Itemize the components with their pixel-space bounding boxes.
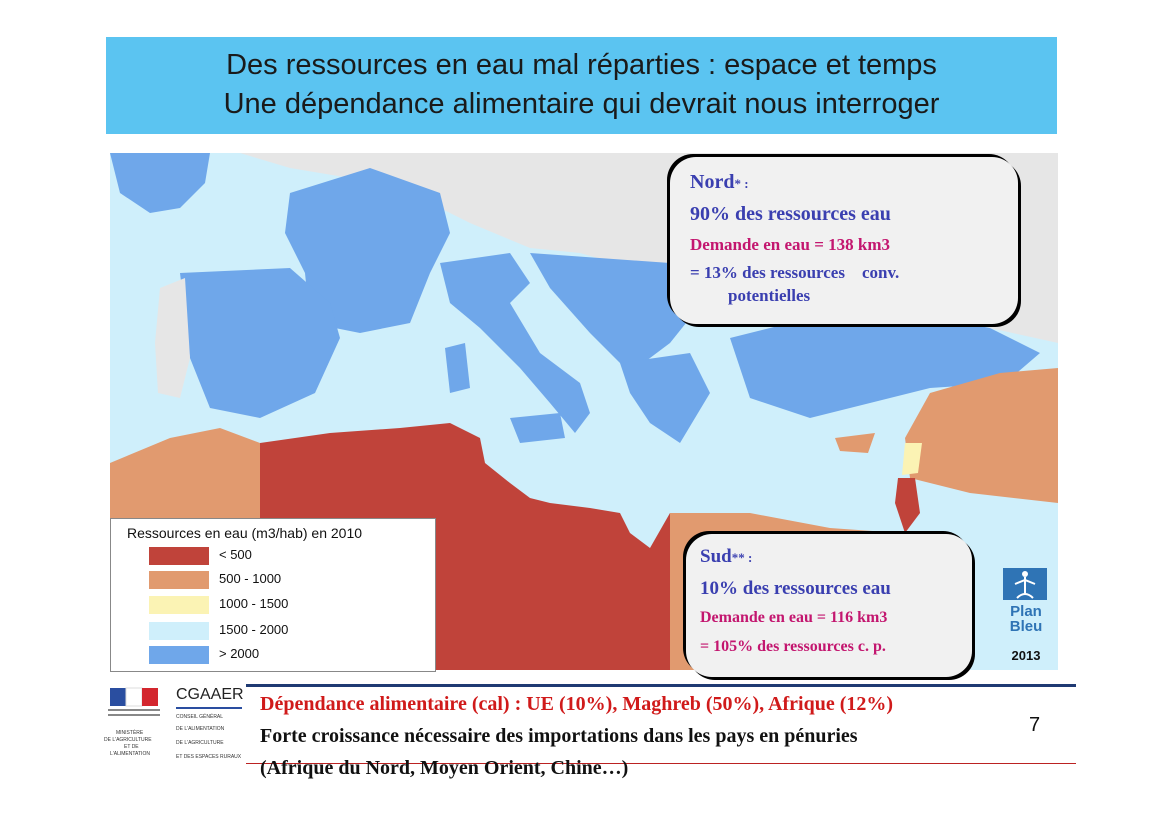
nord-heading: Nord* : xyxy=(690,171,749,193)
cgaaer-wordmark: CGAAER xyxy=(176,686,244,703)
plan-bleu-emblem xyxy=(1003,568,1047,600)
footer-dependance: Dépendance alimentaire (cal) : UE (10%), Maghreb (50%), Afrique (12%) xyxy=(260,693,894,715)
legend-label-lt500: < 500 xyxy=(219,547,252,562)
sud-share: 10% des ressources eau xyxy=(700,578,891,599)
title-band xyxy=(106,37,1057,134)
cgaaer-sub-2: DE L'ALIMENTATION xyxy=(176,726,225,732)
footer-croissance: Forte croissance nécessaire des importations dans les pays en pénuries xyxy=(260,725,858,747)
nord-demand: Demande en eau = 138 km3 xyxy=(690,235,890,254)
plan-bleu-year: 2013 xyxy=(1011,648,1041,663)
nord-potentielles: potentielles xyxy=(728,286,811,305)
cgaaer-sub-4: ET DES ESPACES RURAUX xyxy=(176,754,242,760)
legend-swatch-1000-1500 xyxy=(149,596,209,614)
legend-swatch-1500-2000 xyxy=(149,622,209,640)
ministere-line-1: MINISTÈRE xyxy=(116,730,144,736)
cgaaer-logo xyxy=(172,686,244,766)
cgaaer-sub-1: CONSEIL GÉNÉRAL xyxy=(176,714,224,720)
plan-bleu-word-2: Bleu xyxy=(1009,618,1043,635)
slide-title-line-1: Des ressources en eau mal réparties : espace et temps xyxy=(226,49,937,81)
nord-percent: = 13% des ressources conv. xyxy=(690,263,900,282)
page-number: 7 xyxy=(1029,714,1041,736)
footer-rule-top xyxy=(246,684,1076,687)
sud-demand: Demande en eau = 116 km3 xyxy=(700,609,888,626)
nord-callout xyxy=(670,157,1018,324)
cgaaer-sub-3: DE L'AGRICULTURE xyxy=(176,740,224,746)
legend-swatch-lt500 xyxy=(149,547,209,565)
legend-label-500-1000: 500 - 1000 xyxy=(219,571,282,586)
sud-heading: Sud** : xyxy=(700,546,753,567)
legend-label-1500-2000: 1500 - 2000 xyxy=(219,622,289,637)
slide-title-line-2: Une dépendance alimentaire qui devrait nous interroger xyxy=(223,88,940,120)
nord-share: 90% des ressources eau xyxy=(690,203,891,225)
legend-swatch-gt2000 xyxy=(149,646,209,664)
land-sicily xyxy=(510,413,565,443)
map-legend xyxy=(110,518,436,672)
ministere-line-3: ET DE xyxy=(124,744,139,750)
legend-label-1000-1500: 1000 - 1500 xyxy=(219,596,289,611)
legend-label-gt2000: > 2000 xyxy=(219,646,260,661)
ministere-logo xyxy=(100,686,168,766)
marianne-icon xyxy=(100,686,168,722)
legend-swatch-500-1000 xyxy=(149,571,209,589)
plan-bleu-word-1: Plan xyxy=(1010,603,1042,620)
plan-bleu-logo xyxy=(1003,568,1049,668)
footer-regions: (Afrique du Nord, Moyen Orient, Chine…) xyxy=(260,757,629,779)
ministere-line-2: DE L'AGRICULTURE xyxy=(104,737,152,743)
ministere-line-4: L'ALIMENTATION xyxy=(110,751,150,757)
legend-title: Ressources en eau (m3/hab) en 2010 xyxy=(127,525,363,541)
sud-callout xyxy=(686,534,972,677)
sud-percent: = 105% des ressources c. p. xyxy=(700,638,886,655)
plan-bleu-figure-icon xyxy=(1003,568,1047,600)
cgaaer-rule xyxy=(176,707,242,709)
